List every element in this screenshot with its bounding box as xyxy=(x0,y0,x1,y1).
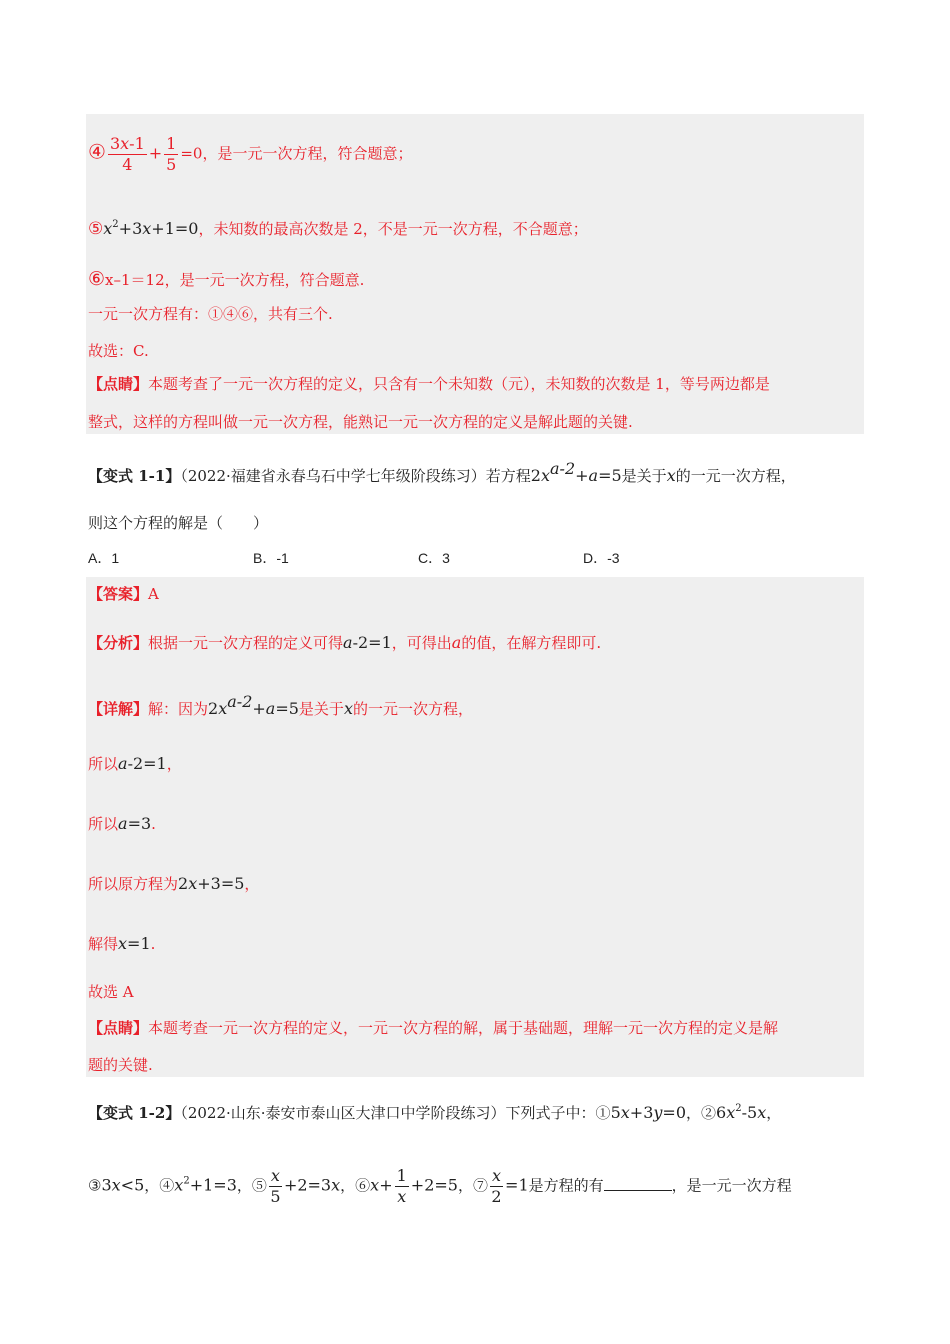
option-b[interactable]: B．-1 xyxy=(253,550,289,566)
note-q11-line-2: 题的关键. xyxy=(88,1056,153,1074)
answer-blank[interactable] xyxy=(604,1176,672,1191)
option-a[interactable]: A．1 xyxy=(88,550,120,566)
item-5: $⑤x^2+3x+1=0$，未知数的最高次数是 2，不是一元一次方程，不合题意； xyxy=(88,219,588,239)
step-2: 所以a=3. xyxy=(88,814,156,833)
question-1-2-line-2: ③3x<5，$④x^2+1=3$，⑤ $\frac{x}{5}$ +2=3x，⑥x+ $\frac{1}{x}$ +2=5，⑦ $\frac{x}{2}$ =1是方程的有 ，是一元一次方程 xyxy=(88,1166,792,1206)
note-q11: 【点睛】本题考查一元一次方程的定义，一元一次方程的解，属于基础题，理解一元一次方程的定义是解 xyxy=(88,1019,779,1037)
fraction-x-over-5: $\frac{x}{5}$ xyxy=(270,1166,281,1206)
option-d[interactable]: D．-3 xyxy=(583,550,620,566)
question-1-2: 【变式 1-2】（2022·山东·泰安市泰山区大津口中学阶段练习）下列式子中：①5x+3y=0，$②6x^2-5x$， xyxy=(88,1103,782,1122)
choice-q11: 故选 A xyxy=(88,983,134,1001)
item-6: ⑥x–1＝12，是一元一次方程，符合题意. xyxy=(88,268,365,290)
question-1-1-line-2: 则这个方程的解是（ ） xyxy=(88,514,269,532)
note: 【点睛】本题考查了一元一次方程的定义，只含有一个未知数（元），未知数的次数是 1，等号两边都是 xyxy=(88,375,770,393)
note-line-2: 整式，这样的方程叫做一元一次方程，能熟记一元一次方程的定义是解此题的关键. xyxy=(88,413,633,431)
option-c[interactable]: C．3 xyxy=(418,550,450,566)
fraction-1-over-x: $\frac{1}{x}$ xyxy=(396,1166,407,1206)
fraction-1: $\frac{3x-1}{4}$ xyxy=(109,134,145,174)
step-4: 解得x=1. xyxy=(88,934,156,953)
item-4: ④ $\frac{3x-1}{4}$ + $\frac{1}{5}$ =0，是一元一次方程，符合题意； xyxy=(88,134,413,174)
summary: 一元一次方程有：①④⑥，共有三个. xyxy=(88,305,333,323)
fraction-2: $\frac{1}{5}$ xyxy=(166,134,177,174)
answer: 【答案】A xyxy=(88,585,159,603)
analysis: 【分析】根据一元一次方程的定义可得a-2=1，可得出a的值，在解方程即可. xyxy=(88,633,602,652)
step-1: 所以a-2=1， xyxy=(88,754,182,773)
fraction-x-over-2: $\frac{x}{2}$ xyxy=(491,1166,502,1206)
step-3: 所以原方程为2x+3=5， xyxy=(88,874,260,893)
choice: 故选：C. xyxy=(88,342,149,360)
detail: 【详解】解：因为$2x^{a-2}+a=5$是关于x的一元一次方程， xyxy=(88,692,473,718)
question-1-1: 【变式 1-1】（2022·福建省永春乌石中学七年级阶段练习）若方程$2x^{a-2}+a=5$是关于x的一元一次方程， xyxy=(88,459,796,485)
